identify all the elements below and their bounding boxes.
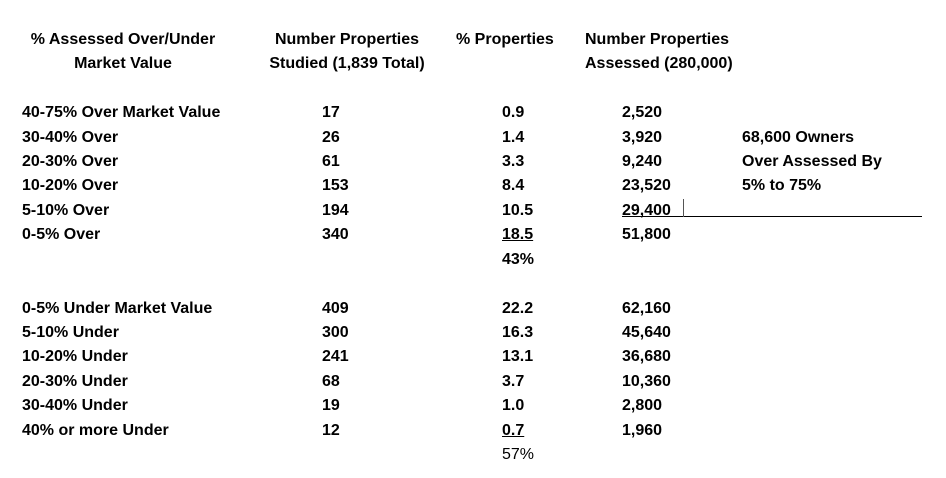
row-percent: 18.5 — [502, 226, 534, 243]
row-percent: 3.7 — [502, 373, 525, 390]
row-percent: 0.7 — [502, 422, 525, 439]
header-percent-properties: % Properties — [456, 31, 554, 48]
row-assessed: 51,800 — [622, 226, 671, 243]
row-studied: 153 — [322, 177, 349, 194]
row-studied: 409 — [322, 300, 349, 317]
over-total-percent: 43% — [502, 251, 535, 268]
row-assessed: 2,800 — [622, 397, 663, 414]
row-label: 30-40% Over — [22, 129, 119, 146]
row-assessed: 1,960 — [622, 422, 663, 439]
row-studied: 26 — [322, 129, 340, 146]
note-line: 68,600 Owners — [742, 129, 855, 146]
divider-line — [622, 216, 922, 217]
row-studied: 340 — [322, 226, 349, 243]
row-studied: 194 — [322, 202, 349, 219]
row-assessed: 3,920 — [622, 129, 663, 146]
note-line: Over Assessed By — [742, 153, 882, 170]
header-line: Number Properties — [274, 31, 420, 48]
header-line: Assessed (280,000) — [585, 55, 733, 72]
row-studied: 17 — [322, 104, 340, 121]
row-label: 5-10% Under — [22, 324, 119, 341]
row-label: 0-5% Over — [22, 226, 101, 243]
row-studied: 68 — [322, 373, 340, 390]
row-assessed: 23,520 — [622, 177, 671, 194]
row-percent: 3.3 — [502, 153, 525, 170]
row-assessed: 9,240 — [622, 153, 663, 170]
row-percent: 1.0 — [502, 397, 525, 414]
under-total-percent: 57% — [502, 446, 535, 463]
text-cursor — [683, 199, 684, 217]
row-label: 10-20% Over — [22, 177, 119, 194]
header-line: Studied (1,839 Total) — [269, 55, 425, 72]
row-assessed: 29,400 — [622, 202, 671, 219]
row-percent: 1.4 — [502, 129, 525, 146]
row-label: 20-30% Under — [22, 373, 128, 390]
row-percent: 0.9 — [502, 104, 525, 121]
row-studied: 300 — [322, 324, 349, 341]
row-percent: 16.3 — [502, 324, 534, 341]
row-label: 40% or more Under — [22, 422, 169, 439]
row-assessed: 45,640 — [622, 324, 671, 341]
row-percent: 8.4 — [502, 177, 525, 194]
header-assessed-over-under — [18, 30, 228, 73]
row-assessed: 62,160 — [622, 300, 671, 317]
row-label: 30-40% Under — [22, 397, 128, 414]
row-label: 40-75% Over Market Value — [22, 104, 221, 121]
note-line: 5% to 75% — [742, 177, 822, 194]
row-label: 0-5% Under Market Value — [22, 300, 213, 317]
row-label: 5-10% Over — [22, 202, 110, 219]
row-label: 20-30% Over — [22, 153, 119, 170]
header-line: Number Properties — [585, 31, 730, 48]
header-number-studied — [252, 30, 442, 73]
row-assessed: 10,360 — [622, 373, 671, 390]
row-percent: 13.1 — [502, 348, 534, 365]
row-assessed: 2,520 — [622, 104, 663, 121]
row-assessed: 36,680 — [622, 348, 671, 365]
row-studied: 241 — [322, 348, 349, 365]
header-line: Market Value — [74, 55, 172, 72]
header-number-assessed — [585, 30, 733, 73]
row-studied: 19 — [322, 397, 340, 414]
row-percent: 10.5 — [502, 202, 534, 219]
row-percent: 22.2 — [502, 300, 534, 317]
row-studied: 12 — [322, 422, 340, 439]
row-label: 10-20% Under — [22, 348, 128, 365]
row-studied: 61 — [322, 153, 340, 170]
header-line: % Assessed Over/Under — [30, 31, 216, 48]
